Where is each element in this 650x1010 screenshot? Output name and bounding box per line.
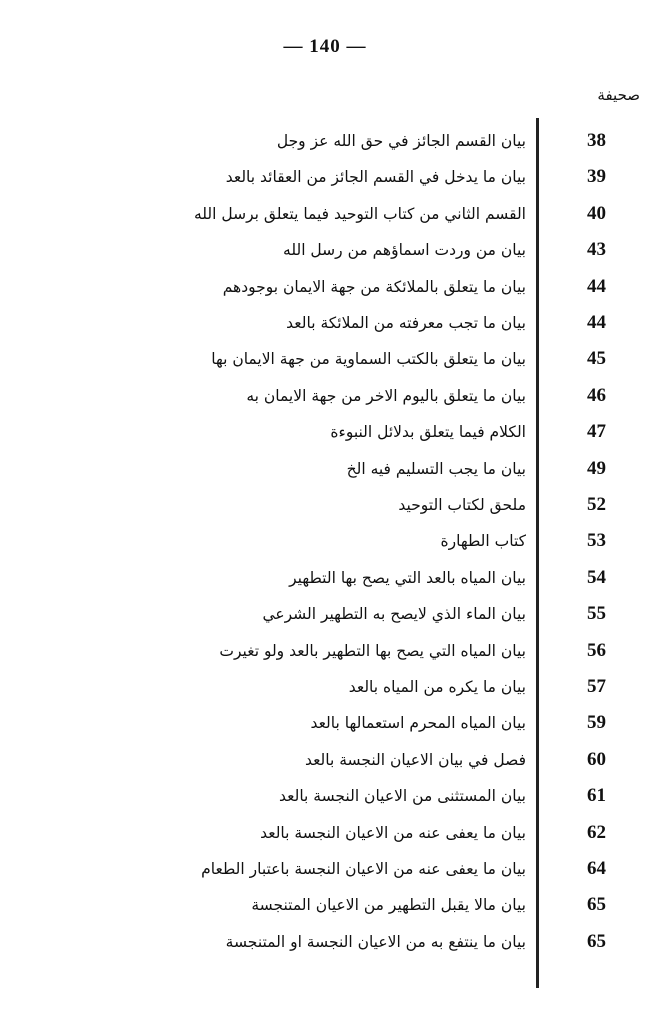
page-column-label: صحيفة: [597, 86, 640, 104]
toc-entry-page: 38: [587, 130, 606, 151]
toc-entry: [0, 124, 650, 158]
toc-entry-title: بيان مالا يقبل التطهير من الاعيان المتنجسة: [251, 896, 526, 915]
toc-entry: [0, 670, 650, 704]
toc-entry: [0, 379, 650, 413]
toc-entry: [0, 779, 650, 813]
toc-entry-title: بيان ما يعفى عنه من الاعيان النجسة بالعد: [260, 823, 526, 842]
toc-entry-title: بيان المستثنى من الاعيان النجسة بالعد: [278, 787, 526, 806]
toc-entry-page: 54: [587, 566, 606, 588]
toc-entry-title: الكلام فيما يتعلق بدلائل النبوءة: [330, 423, 526, 442]
toc-entry: [0, 743, 650, 777]
toc-entry-title: بيان الماء الذي لايصح به التطهير الشرعي: [262, 605, 526, 624]
toc-entry: [0, 888, 650, 922]
toc-entry-page: 52: [587, 494, 606, 515]
toc-entry: [0, 597, 650, 631]
toc-entry-title: بيان ما يدخل في القسم الجائز من العقائد بالعد: [225, 168, 526, 187]
page-number-header: — 140 —: [283, 36, 367, 57]
toc-entry-page: 49: [587, 457, 606, 479]
toc-entry-title: بيان ما يكره من المياه بالعد: [348, 678, 526, 696]
toc-entry-page: 55: [587, 603, 606, 625]
toc-entry: [0, 197, 650, 231]
toc-entry-page: 59: [587, 712, 606, 734]
toc-entry-page: 39: [587, 166, 606, 188]
toc-entry-page: 64: [587, 858, 606, 879]
toc-entry-title: بيان ما تجب معرفته من الملائكة بالعد: [286, 314, 526, 332]
toc-entry-page: 43: [587, 239, 606, 261]
toc-entry-page: 47: [587, 421, 606, 443]
toc-entry-title: بيان ما يتعلق بالملائكة من جهة الايمان بوجودهم: [222, 277, 526, 296]
toc-entry: [0, 452, 650, 486]
toc-entry-title: بيان ما يعفى عنه من الاعيان النجسة باعتبار الطعام: [201, 860, 526, 878]
toc-entry-title: كتاب الطهارة: [440, 532, 526, 551]
toc-entry-title: بيان ما يتعلق بالكتب السماوية من جهة الايمان بها: [211, 350, 526, 369]
toc-entry-title: بيان من وردت اسماؤهم من رسل الله: [283, 241, 526, 260]
toc-entry-title: بيان القسم الجائز في حق الله عز وجل: [276, 132, 526, 150]
toc-entry-page: 44: [587, 312, 606, 333]
toc-entry: [0, 706, 650, 740]
toc-entry: [0, 160, 650, 194]
toc-entry: [0, 925, 650, 959]
toc-entry-title: القسم الثاني من كتاب التوحيد فيما يتعلق برسل الله: [193, 204, 526, 223]
toc-entry: [0, 524, 650, 558]
toc-entry: [0, 488, 650, 522]
toc-entry: [0, 233, 650, 267]
toc-entry-page: 62: [587, 821, 606, 843]
toc-entry-page: 60: [587, 748, 606, 770]
toc-entry-title: بيان المياه التي يصح بها التطهير بالعد ولو تغيرت: [219, 641, 526, 660]
toc-entry-page: 65: [587, 930, 606, 952]
toc-entry: [0, 270, 650, 304]
toc-entry: [0, 306, 650, 340]
toc-entry-title: بيان ما ينتفع به من الاعيان النجسة او المتنجسة: [225, 932, 526, 951]
toc-entry-page: 46: [587, 384, 606, 406]
toc-entry: [0, 561, 650, 595]
toc-entry-page: 44: [587, 275, 606, 297]
toc-entry-title: ملحق لكتاب التوحيد: [398, 496, 526, 514]
toc-entry-page: 65: [587, 894, 606, 916]
toc-entry-page: 45: [587, 348, 606, 370]
toc-entry: [0, 342, 650, 376]
toc-entry: [0, 415, 650, 449]
toc-entry-title: بيان ما يتعلق باليوم الاخر من جهة الايمان به: [246, 386, 526, 405]
toc-entry-page: 40: [587, 202, 606, 224]
toc-entry-title: فصل في بيان الاعيان النجسة بالعد: [304, 750, 526, 769]
toc-entry-page: 53: [587, 530, 606, 552]
toc-entry-title: بيان ما يجب التسليم فيه الخ: [346, 459, 526, 478]
toc-entry-page: 56: [587, 639, 606, 661]
toc-entry-title: بيان المياه المحرم استعمالها بالعد: [310, 714, 526, 733]
toc-entry-title: بيان المياه بالعد التي يصح بها التطهير: [289, 568, 526, 587]
toc-entry-page: 57: [587, 676, 606, 697]
toc-entry: [0, 634, 650, 668]
toc-entry: [0, 852, 650, 886]
toc-entry: [0, 816, 650, 850]
toc-entry-page: 61: [587, 785, 606, 807]
